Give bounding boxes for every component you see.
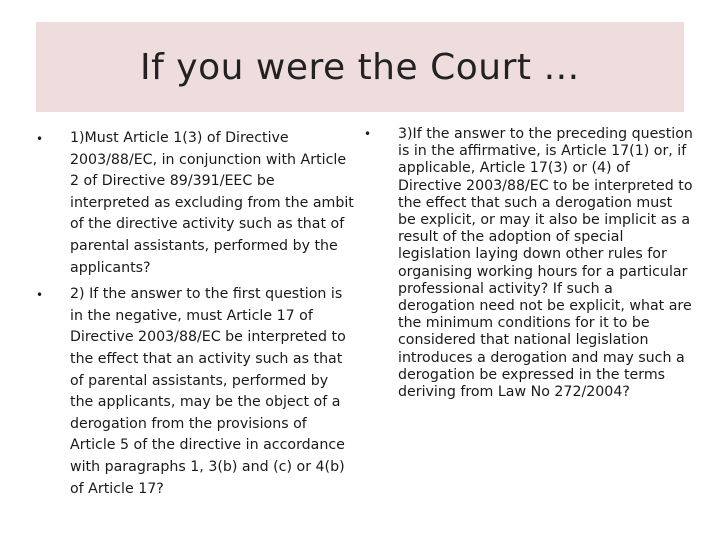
bullet-icon: • bbox=[364, 127, 372, 141]
question-2-text: 2) If the answer to the first question is in the negative, must Article 17 of Directive 2003/88/EC be interpreted to the effect that an activity such as that of parental assistants, performed by the applicants, may be the object of a derogation from the provisions of Article 5 of the directive in accordance with paragraphs 1, 3(b) and (c) or 4(b) of Article 17? bbox=[70, 286, 346, 497]
bullet-icon: • bbox=[36, 132, 44, 146]
list-item-question-3 bbox=[364, 126, 694, 401]
bullet-icon: • bbox=[36, 288, 44, 303]
question-3-text: 3)If the answer to the preceding question is in the affirmative, is Article 17(1) or, if applicable, Article 17(3) or (4) of Directive 2003/88/EC to be interpreted to the effect that such a derogation must be explicit, or may it also be implicit as a result of the adoption of special legislation laying down other rules for organising working hours for a particular professional activity? If such a derogation need not be explicit, what are the minimum conditions for it to be considered that national legislation introduces a derogation and may such a derogation be expressed in the terms deriving from Law No 272/2004? bbox=[398, 126, 693, 401]
right-column bbox=[364, 126, 694, 401]
question-1-text: 1)Must Article 1(3) of Directive 2003/88/EC, in conjunction with Article 2 of Directive 89/391/EEC be interpreted as excluding from the ambit of the directive activity such as that of parental assistants, performed by the applicants? bbox=[70, 130, 354, 276]
right-bullet-list bbox=[364, 126, 694, 401]
left-column bbox=[36, 128, 354, 505]
slide-title: If you were the Court … bbox=[140, 46, 580, 88]
left-bullet-list bbox=[36, 128, 354, 500]
list-item-question-1 bbox=[36, 128, 354, 279]
title-band bbox=[36, 22, 684, 112]
list-item-question-2 bbox=[36, 284, 354, 500]
